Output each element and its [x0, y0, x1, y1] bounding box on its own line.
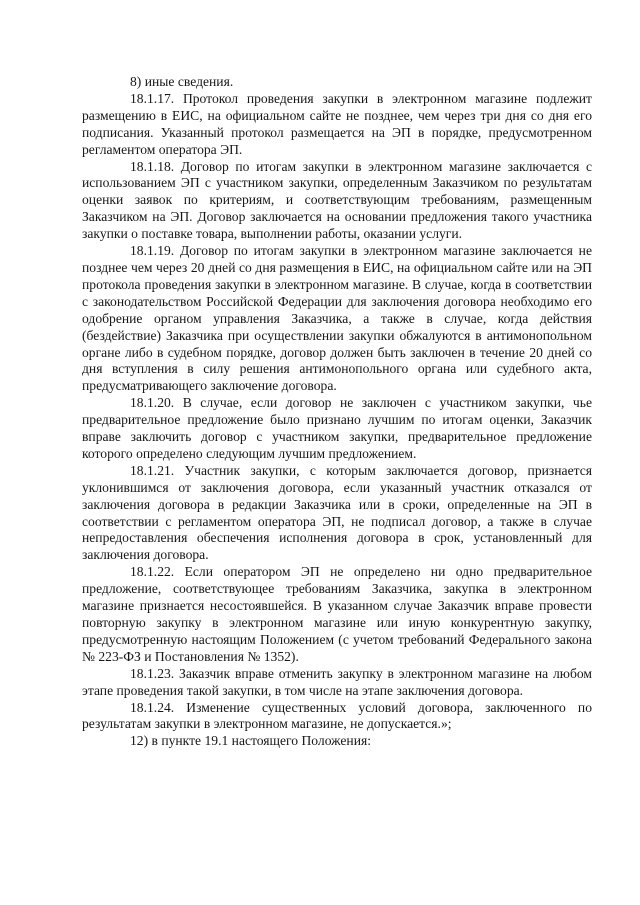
paragraph-18-1-23: 18.1.23. Заказчик вправе отменить закупку в электронном магазине на любом этапе проведения такой закупки, в том числе на этапе заключения договора.: [82, 665, 592, 698]
paragraph-18-1-20: 18.1.20. В случае, если договор не заключен с участником закупки, чье предварительное предложение было признано лучшим по итогам оценки, Заказчик вправе заключить договор с участником закупки, предварительное предложение которого определено следующим лучшим предложением.: [82, 395, 592, 461]
paragraph-18-1-18: 18.1.18. Договор по итогам закупки в электронном магазине заключается с использованием ЭП с участником закупки, определенным Заказчиком по результатам оценки заявок по критериям, и соответствующим требованиям, размещенным Заказчиком на ЭП. Договор заключается на основании предложения такого участника закупки о поставке товара, выполнении работы, оказании услуги.: [82, 158, 592, 242]
paragraph-18-1-19: 18.1.19. Договор по итогам закупки в электронном магазине заключается не позднее чем через 20 дней со дня размещения в ЕИС, на официальном сайте или на ЭП протокола проведения закупки в электронном магазине. В случае, когда в соответствии с законодательством Российской Федерации для заключения договора необходимо его одобрение органом управления Заказчика, а также в случае, когда действия (бездействие) Заказчика при осуществлении закупки обжалуются в антимонопольном органе либо в судебном порядке, договор должен быть заключен в течение 20 дней со дня вступления в силу решения антимонопольного органа или судебного акта, предусматривающего заключение договора.: [82, 243, 592, 394]
paragraph-18-1-24: 18.1.24. Изменение существенных условий договора, заключенного по результатам закупки в электронном магазине, не допускается.»;: [82, 699, 592, 732]
paragraph-18-1-22: 18.1.22. Если оператором ЭП не определено ни одно предварительное предложение, соответствующее требованиям Заказчика, закупка в электронном магазине признается несостоявшейся. В указанном случае Заказчик вправе провести повторную закупку в электронном магазине или иную конкурентную закупку, предусмотренную настоящим Положением (с учетом требований Федерального закона № 223-ФЗ и Постановления № 1352).: [82, 564, 592, 664]
paragraph-item-12: 12) в пункте 19.1 настоящего Положения:: [130, 733, 371, 749]
paragraph-item-8-other-info: 8) иные сведения.: [130, 74, 234, 89]
paragraph-18-1-17: 18.1.17. Протокол проведения закупки в электронном магазине подлежит размещению в ЕИС, на официальном сайте не позднее, чем через три дня со дня его подписания. Указанный протокол размещается на ЭП в порядке, предусмотренном регламентом оператора ЭП.: [82, 90, 592, 157]
paragraph-18-1-21: 18.1.21. Участник закупки, с которым заключается договор, признается уклонившимся от заключения договора, если указанный участник отказался от заключения договора в редакции Заказчика или в сроки, определенные на ЭП в соответствии с регламентом оператора ЭП, не подписал договор, а также в случае непредоставления обеспечения исполнения договора в срок, установленный для заключения договора.: [82, 462, 592, 563]
document-body: [82, 74, 592, 750]
